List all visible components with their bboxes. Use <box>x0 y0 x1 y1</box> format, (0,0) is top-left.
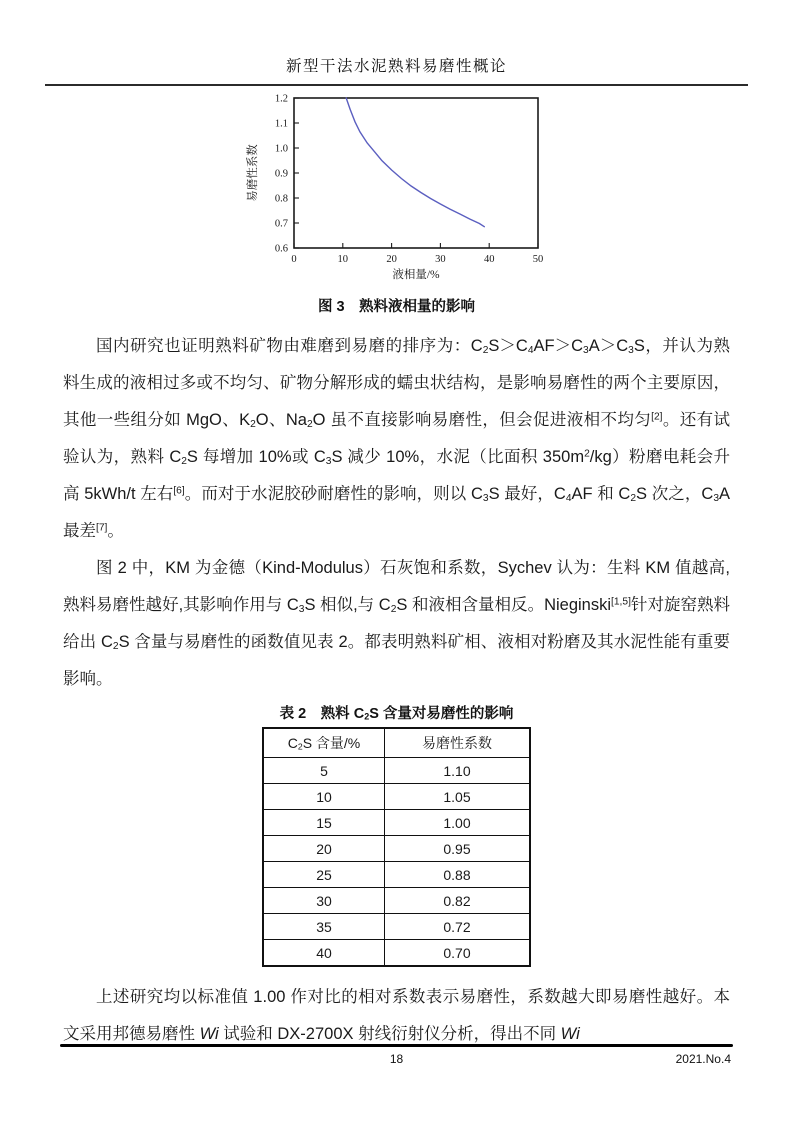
x-tick-label: 0 <box>290 254 297 265</box>
y-tick-label: 0.6 <box>274 243 288 255</box>
table-row <box>263 836 530 862</box>
x-tick-label: 40 <box>483 254 494 265</box>
page-number: 18 <box>389 1052 404 1066</box>
table-header-c2s-content: $C_2S$ 含量/% <box>263 728 385 758</box>
footer-rule <box>60 1044 733 1047</box>
table-cell: 1.10 <box>385 758 531 784</box>
issue-label: 2021.No.4 <box>675 1052 731 1066</box>
x-axis-label: 液相量/% <box>391 269 440 281</box>
page-header-title: 新型干法水泥熟料易磨性概论 <box>285 58 507 75</box>
table-cell: 0.88 <box>385 862 531 888</box>
table-header-row <box>263 728 530 758</box>
header-rule <box>45 84 748 86</box>
table-row <box>263 784 530 810</box>
table-row <box>263 940 530 967</box>
table-cell: 25 <box>263 862 385 888</box>
c2s-grindability-table <box>262 727 531 967</box>
table-2-section <box>63 702 730 967</box>
table-cell: 1.05 <box>385 784 531 810</box>
grindability-chart <box>242 90 552 286</box>
table-body <box>263 758 530 967</box>
y-tick-label: 1.1 <box>274 118 288 130</box>
y-tick-label: 0.9 <box>274 168 288 180</box>
table-row <box>263 862 530 888</box>
table-cell: 10 <box>263 784 385 810</box>
paragraph-bond-test: 上述研究均以标准值 1.00 作对比的相对系数表示易磨性，系数越大即易磨性越好。本文采用邦德易磨性 Wi 试验和 DX-2700X 射线衍射仪分析，得出不同 Wi <box>63 988 730 1043</box>
y-axis-label: 易磨性系数 <box>246 144 259 202</box>
y-tick-label: 0.7 <box>274 218 288 230</box>
table-cell: 0.95 <box>385 836 531 862</box>
grindability-curve <box>346 98 484 227</box>
table-row <box>263 914 530 940</box>
table-row <box>263 758 530 784</box>
table-cell: 0.72 <box>385 914 531 940</box>
table-cell: 0.70 <box>385 940 531 967</box>
y-tick-label: 1.0 <box>274 143 288 155</box>
x-tick-label: 20 <box>385 254 397 265</box>
footer-row <box>60 1052 733 1066</box>
paragraph-kind-modulus: 图 2 中，KM 为金德（Kind-Modulus）石灰饱和系数，Sychev 认为：生料 KM 值越高,熟料易磨性越好,其影响作用与 $C_3S$ 相似,与 $C_2S$ 和液相含量相反。Nieginski[1,5]针对旋窑熟料给出 $C_2S$ 含量与易磨性的函数值见表 2。都表明熟料矿相、液相对粉磨及其水泥性能有重要影响。 <box>63 559 730 688</box>
figure-3 <box>63 90 730 316</box>
table-cell: 15 <box>263 810 385 836</box>
page-footer <box>60 1044 733 1066</box>
table-cell: 40 <box>263 940 385 967</box>
table-cell: 20 <box>263 836 385 862</box>
table-title: 表 2 熟料 $C_2S$ 含量对易磨性的影响 <box>279 706 514 722</box>
table-cell: 30 <box>263 888 385 914</box>
y-tick-label: 0.8 <box>274 193 288 205</box>
x-tick-label: 50 <box>532 254 543 265</box>
table-row <box>263 888 530 914</box>
table-cell: 35 <box>263 914 385 940</box>
figure-caption: 图 3 熟料液相量的影响 <box>317 299 476 315</box>
table-cell: 1.00 <box>385 810 531 836</box>
plot-frame <box>294 98 538 248</box>
table-cell: 0.82 <box>385 888 531 914</box>
x-tick-label: 10 <box>337 254 348 265</box>
table-row <box>263 810 530 836</box>
y-tick-label: 1.2 <box>274 93 288 105</box>
paragraph-clinker-minerals: 国内研究也证明熟料矿物由难磨到易磨的排序为：$C_2S>C_4AF>C_3A>C_3S$，并认为熟料生成的液相过多或不均匀、矿物分解形成的蠕虫状结构，是影响易磨性的两个主要原因，其他一些组分如 MgO、$K_2O$、$Na_2O$ 虽不直接影响易磨性，但会促进液相不均匀[2]。还有试验认为，熟料 $C_2S$ 每增加 10%或 $C_3S$ 减少 10%，水泥（比面积 $350m^2/kg$）粉磨电耗会升高 5kWh/t 左右[6]。而对于水泥胶砂耐磨性的影响，则以 $C_3S$ 最好，$C_4AF$ 和 $C_2S$ 次之，$C_3A$ 最差[7]。 <box>63 337 731 540</box>
table-cell: 5 <box>263 758 385 784</box>
table-header-grindability: 易磨性系数 <box>385 728 531 758</box>
x-tick-label: 30 <box>434 254 446 265</box>
